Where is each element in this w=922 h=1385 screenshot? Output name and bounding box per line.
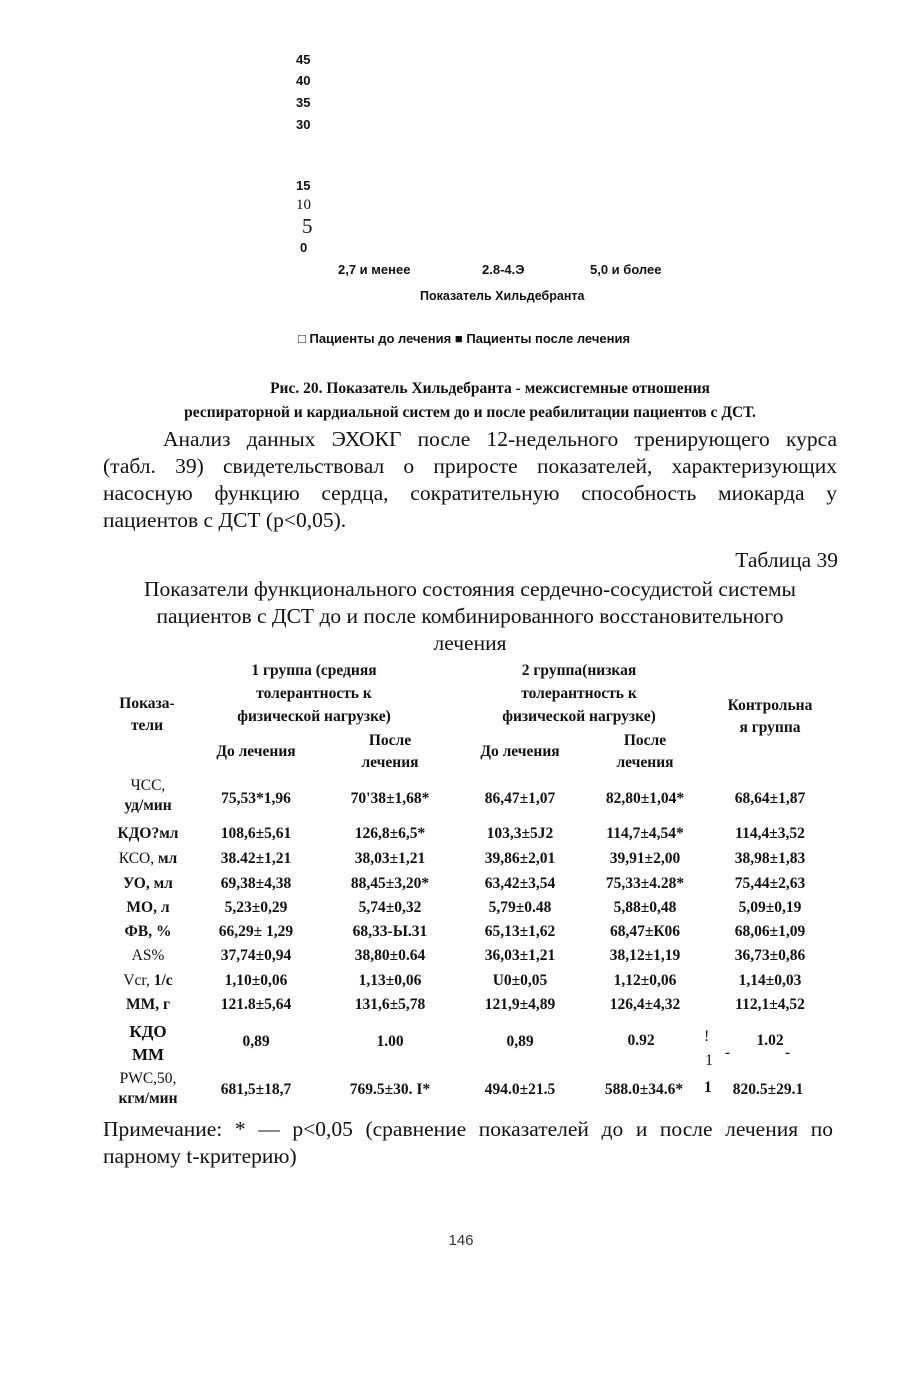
body-paragraph	[103, 426, 837, 534]
scan-artifact: -	[725, 1045, 730, 1061]
header-control: Контрольна я группа	[727, 697, 813, 736]
row-label	[103, 776, 193, 816]
row-label-part: PWC,50,	[119, 1070, 177, 1087]
row-label-part: КДО?мл	[117, 825, 179, 842]
y-tick-label: 45	[296, 52, 311, 67]
row-label	[103, 1020, 193, 1066]
table-cell: 103,3±5J2	[486, 825, 554, 842]
table-cell: 68,06±1,09	[734, 923, 806, 940]
table-cell: 0,89	[242, 1033, 270, 1050]
legend-after-label: Пациенты после лечения	[466, 331, 631, 346]
row-label-part: Vcr,	[123, 972, 150, 989]
table-cell: 75,33±4.28*	[605, 875, 685, 892]
row-label	[103, 898, 193, 918]
table-label: Таблица 39	[735, 548, 838, 572]
note-line: парному t-критерию)	[103, 1144, 297, 1168]
note-line: Примечание: * — р<0,05 (сравнение показателей до и после лечения по	[103, 1117, 833, 1141]
table-cell: U0±0,05	[492, 972, 548, 989]
table-cell: 1,10±0,06	[224, 972, 288, 989]
table-cell: 1.02	[756, 1032, 784, 1049]
table-cell: 38,98±1,83	[734, 850, 806, 867]
table-cell: 70'38±1,68*	[350, 790, 430, 807]
row-label-part: МО, л	[126, 899, 170, 916]
table-cell: 5,79±0.48	[488, 899, 552, 916]
table-cell: 114,4±3,52	[735, 825, 805, 842]
header-group-1: 1 группа (средняя толерантность к физической нагрузке)	[237, 662, 391, 725]
page-number: 146	[448, 1232, 474, 1249]
table-cell: 38,03±1,21	[354, 850, 426, 867]
paragraph-line: насосную функцию сердца, сократительную способность миокарда у	[103, 481, 837, 505]
row-label	[103, 824, 193, 844]
header-group-2: 2 группа(низкая толерантность к физической нагрузке)	[502, 662, 656, 725]
row-label-part: AS%	[131, 947, 165, 964]
y-tick-label: 35	[296, 95, 311, 110]
chart-legend	[298, 331, 630, 346]
table-cell: 39,91±2,00	[609, 850, 681, 867]
row-label	[103, 946, 193, 966]
table-cell: 39,86±2,01	[484, 850, 556, 867]
scan-artifact: 1	[705, 1052, 713, 1069]
x-axis-title: Показатель Хильдебранта	[420, 289, 585, 303]
legend-before-label: Пациенты до лечения	[309, 331, 452, 346]
table-cell: 68,64±1,87	[734, 790, 806, 807]
row-label-part: ЧСС,	[130, 777, 166, 794]
table-cell: 38,80±0.64	[354, 947, 426, 964]
table-cell: 108,6±5,61	[220, 825, 292, 842]
table-cell: 131,6±5,78	[354, 996, 426, 1013]
table-cell: 68,47±К06	[609, 923, 681, 940]
table-cell: 86,47±1,07	[484, 790, 556, 807]
table-cell: 66,29± 1,29	[218, 923, 294, 940]
table-cell: 0.92	[627, 1032, 655, 1049]
paragraph-line: Анализ данных ЭХОКГ после 12-недельного тренирующего курса	[163, 427, 837, 451]
table-title-line: Показатели функционального состояния сердечно-сосудистой системы	[143, 577, 797, 601]
table-cell: 494.0±21.5	[484, 1081, 556, 1098]
paragraph-line: (табл. 39) свидетельствовал о приросте показателей, характеризующих	[103, 454, 837, 478]
table-cell: 126,8±6,5*	[354, 825, 426, 842]
legend-after-marker: ■	[454, 331, 463, 346]
table-cell: 69,38±4,38	[220, 875, 292, 892]
row-label-part: ФВ, %	[124, 923, 172, 940]
row-label	[103, 995, 193, 1015]
table-cell: 1,14±0,03	[738, 972, 802, 989]
x-category-label: 2.8-4.Э	[482, 262, 525, 277]
x-category-label: 2,7 и менее	[338, 262, 411, 277]
table-cell: 88,45±3,20*	[350, 875, 430, 892]
row-label-part: КДО ММ	[129, 1022, 167, 1064]
table-cell: 63,42±3,54	[484, 875, 556, 892]
table-cell: 75,53*1,96	[221, 790, 291, 807]
table-cell: 36,03±1,21	[484, 947, 556, 964]
scan-artifact: !	[704, 1028, 710, 1045]
table-cell: 38.42±1,21	[220, 850, 292, 867]
scan-artifact: -	[785, 1045, 790, 1061]
row-label-part: КСО,	[118, 850, 155, 867]
table-cell: 588.0±34.6*	[604, 1081, 684, 1098]
row-label-part: УО, мл	[123, 875, 173, 892]
table-cell: 75,44±2,63	[734, 875, 806, 892]
table-cell: 82,80±1,04*	[605, 790, 685, 807]
scan-artifact: 1	[704, 1079, 712, 1096]
y-tick-label: 5	[302, 214, 313, 238]
row-label	[103, 971, 193, 991]
y-tick-label: 40	[296, 73, 311, 88]
table-cell: 68,33-Ы.31	[352, 923, 428, 940]
y-tick-label: 15	[296, 178, 311, 193]
table-cell: 114,7±4,54*	[606, 825, 684, 842]
row-label	[103, 849, 193, 869]
header-after-2: После лечения	[616, 732, 674, 771]
row-label-part: мл	[157, 850, 178, 867]
table-cell: 121.8±5,64	[220, 996, 292, 1013]
table-note	[103, 1116, 833, 1170]
y-tick-label: 10	[296, 197, 311, 213]
table-cell: 36,73±0,86	[734, 947, 806, 964]
table-cell: 1,12±0,06	[613, 972, 677, 989]
y-tick-label: 0	[300, 240, 308, 255]
table-title-line: лечения	[433, 631, 507, 655]
header-after-1: После лечения	[361, 732, 419, 771]
table-cell: 769.5±30. I*	[349, 1081, 431, 1098]
figure-caption-line-2: респираторной и кардиальной систем до и после реабилитации пациентов с ДСТ.	[184, 404, 756, 421]
table-cell: 1.00	[376, 1033, 404, 1050]
table-title-line: пациентов с ДСТ до и после комбинированного восстановительного	[156, 604, 784, 628]
row-label	[103, 922, 193, 942]
table-cell: 5,09±0,19	[738, 899, 802, 916]
row-label-part: кгм/мин	[118, 1090, 178, 1107]
table-cell: 38,12±1,19	[609, 947, 681, 964]
row-label-part: ММ, г	[125, 996, 171, 1013]
table-cell: 126,4±4,32	[609, 996, 681, 1013]
table-cell: 65,13±1,62	[484, 923, 556, 940]
table-title	[90, 576, 850, 657]
table-cell: 0,89	[506, 1033, 534, 1050]
y-tick-label: 30	[296, 117, 311, 132]
row-label	[103, 1069, 193, 1109]
row-label-part: уд/мин	[124, 797, 172, 814]
figure-caption-line-1: Рис. 20. Показатель Хильдебранта - межсисгемные отношения	[270, 380, 710, 397]
table-cell: 681,5±18,7	[220, 1081, 292, 1098]
table-cell: 5,88±0,48	[613, 899, 677, 916]
table-cell: 112,1±4,52	[735, 996, 805, 1013]
header-before-2: До лечения	[480, 743, 560, 760]
row-label	[103, 874, 193, 894]
table-cell: 37,74±0,94	[220, 947, 292, 964]
table-cell: 5,74±0,32	[358, 899, 422, 916]
header-before-1: До лечения	[216, 743, 296, 760]
row-label-part: 1/c	[153, 972, 173, 989]
table-cell: 820.5±29.1	[732, 1081, 804, 1098]
table-cell: 5,23±0,29	[224, 899, 288, 916]
x-category-label: 5,0 и более	[590, 262, 662, 277]
table-cell: 1,13±0,06	[358, 972, 422, 989]
table-cell: 121,9±4,89	[484, 996, 556, 1013]
legend-before-marker: □	[298, 331, 306, 346]
paragraph-line: пациентов с ДСТ (р<0,05).	[103, 508, 347, 532]
header-indicator: Показа- тели	[119, 695, 175, 734]
